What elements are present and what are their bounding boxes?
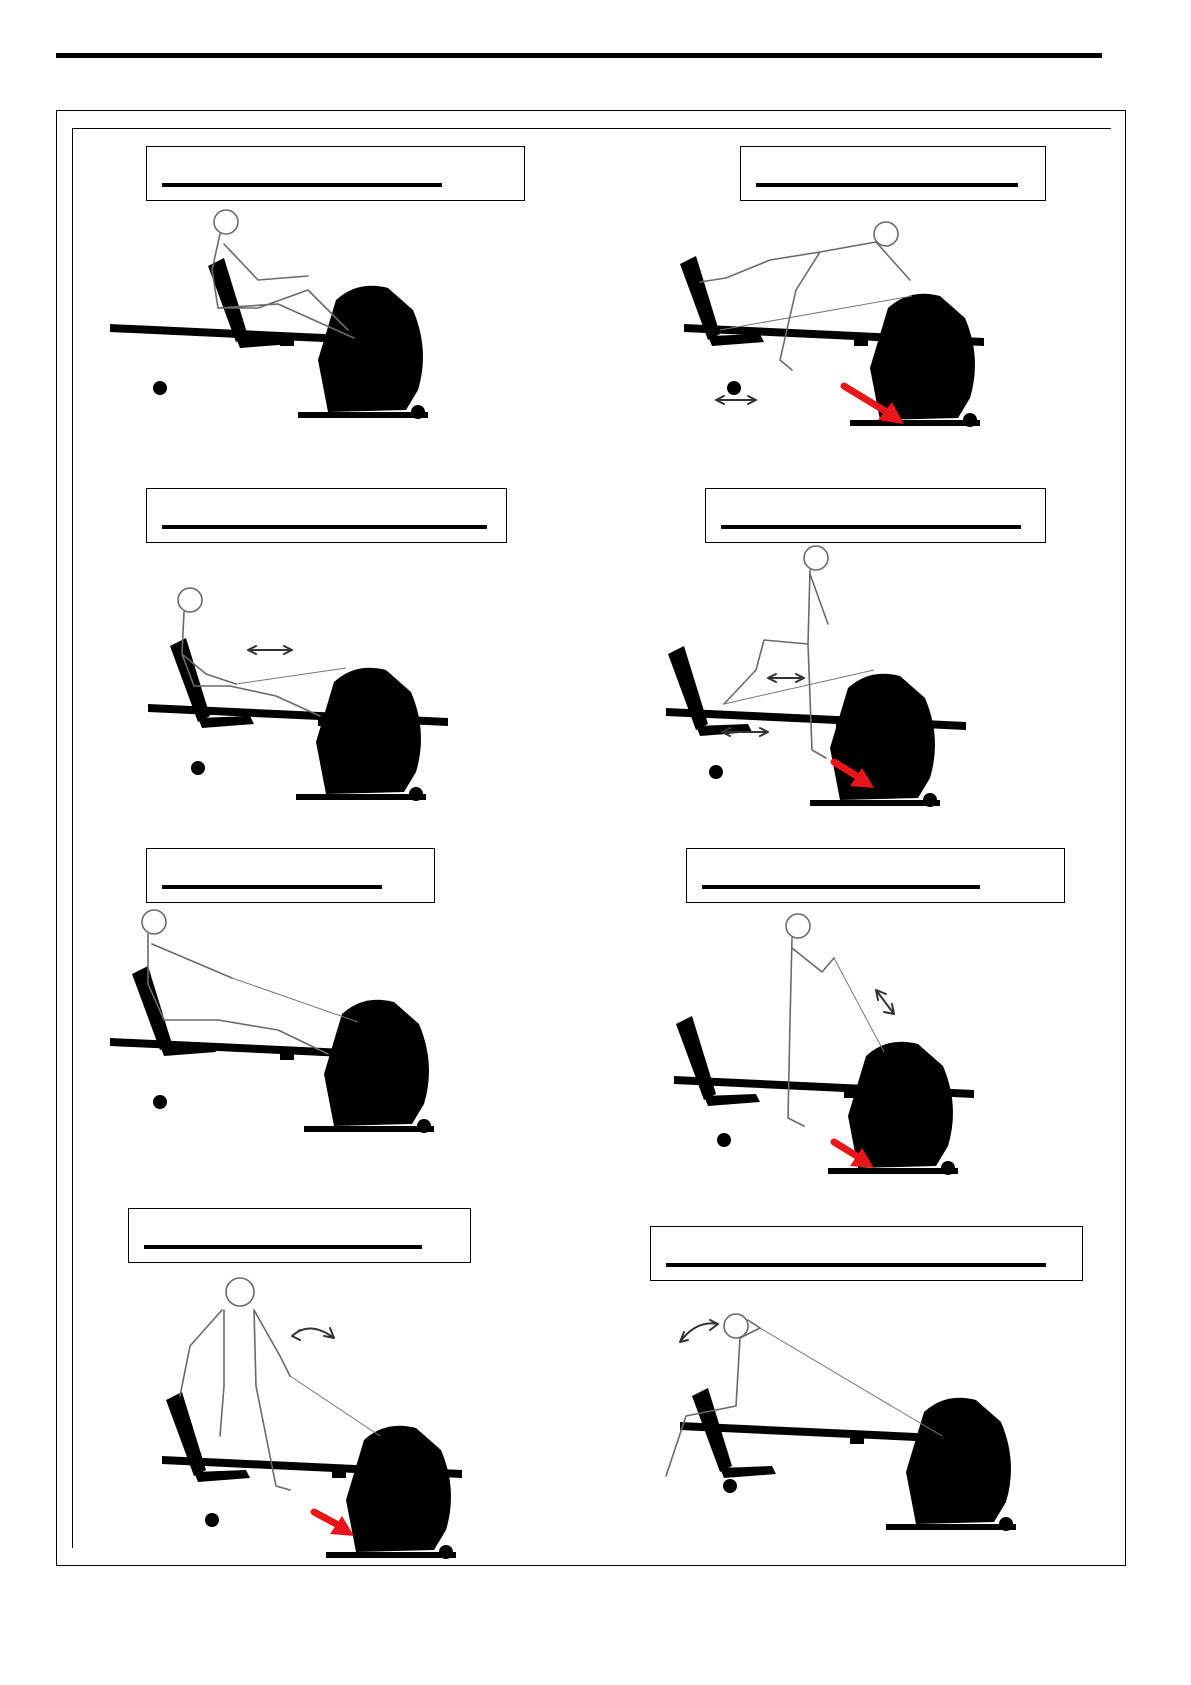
- exercise-label-box-8: [650, 1226, 1083, 1281]
- exercise-label-box-2: [740, 146, 1046, 201]
- exercise-label-box-6: [686, 848, 1065, 903]
- exercise-label-box-4: [705, 488, 1046, 543]
- red-arrow-icon: [830, 1138, 880, 1174]
- exercise-label-box-1: [146, 146, 525, 201]
- exercise-illustration-8: [656, 1306, 976, 1496]
- exercise-illustration-5: [108, 904, 428, 1104]
- exercise-label-box-7: [128, 1208, 471, 1263]
- top-rule: [56, 53, 1102, 58]
- exercise-illustration-7: [160, 1276, 450, 1516]
- exercise-illustration-4: [664, 544, 944, 774]
- exercise-illustration-3: [146, 584, 436, 764]
- exercise-label-box-3: [146, 488, 507, 543]
- exercise-illustration-6: [672, 912, 952, 1142]
- red-arrow-icon: [840, 380, 910, 430]
- exercise-illustration-1: [108, 200, 428, 390]
- red-arrow-icon: [310, 1508, 360, 1542]
- exercise-label-box-5: [146, 848, 435, 903]
- red-arrow-icon: [830, 758, 880, 794]
- exercise-illustration-2: [680, 220, 980, 420]
